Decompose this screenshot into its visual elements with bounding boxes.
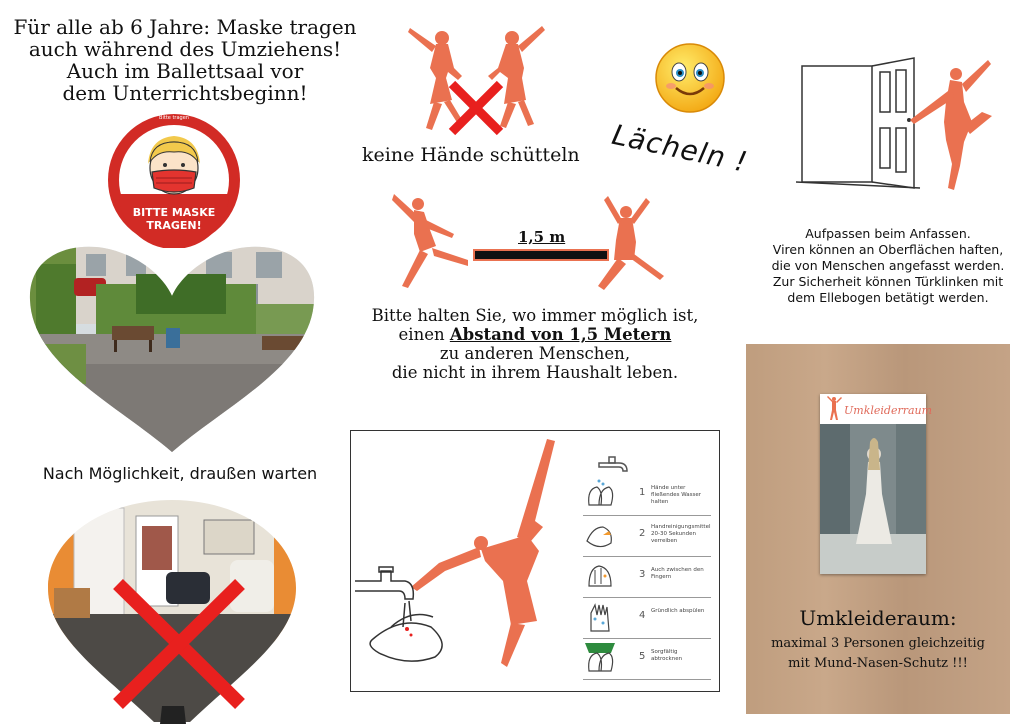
mask-notice-line: dem Unterrichtsbeginn! [62, 81, 308, 105]
smiley-icon [654, 42, 726, 114]
handwash-steps [583, 475, 711, 680]
distance-illustration [390, 190, 680, 300]
handwash-panel [350, 430, 720, 692]
step-number: 3 [639, 569, 646, 580]
hands-rinse-icon [583, 601, 617, 635]
mask-notice-line: auch während des Umziehens! [28, 37, 342, 61]
lounge-oval-photo [44, 498, 300, 724]
mask-notice-line: Für alle ab 6 Jahre: Maske tragen [13, 15, 357, 39]
handwash-step [583, 516, 711, 557]
locker-title: Umkleideraum: [799, 606, 957, 630]
step-text: Gründlich abspülen [651, 608, 705, 614]
no-handshake-illustration [400, 20, 550, 140]
mask-notice-line: Auch im Ballettsaal vor [66, 59, 304, 83]
mask-notice [10, 16, 360, 104]
handwash-step [583, 639, 711, 680]
poster-dancer-icon [826, 396, 842, 422]
door-text: Aufpassen beim Anfassen. Viren können an Oberflächen haften, die von Menschen angefasst werden. Zur Sicherheit können Türklinken mit dem Ellebogen betätigt werden. [771, 226, 1005, 305]
no-handshake-caption: keine Hände schütteln [362, 144, 580, 166]
faucet-icon [595, 453, 631, 475]
handwash-step [583, 475, 711, 516]
distance-text: Bitte halten Sie, wo immer möglich ist, einen Abstand von 1,5 Metern zu anderen Menschen, die nicht in ihrem Haushalt leben. [371, 306, 699, 382]
step-number: 1 [639, 487, 646, 498]
hands-fingers-icon [583, 560, 617, 594]
step-number: 2 [639, 528, 646, 539]
distance-label: 1,5 m [518, 228, 566, 246]
badge-text: BITTE MASKE TRAGEN! [132, 206, 216, 232]
handwash-dancer-illustration [351, 431, 581, 689]
courtyard-heart-photo [26, 244, 318, 454]
door-illustration [796, 56, 996, 196]
hands-soap-icon [583, 519, 617, 553]
outside-caption: Nach Möglichkeit, draußen warten [42, 464, 318, 483]
poster-photo [820, 424, 926, 574]
handwash-step [583, 598, 711, 639]
locker-poster [820, 394, 933, 574]
hands-dry-icon [583, 641, 617, 675]
step-text: Auch zwischen den Fingern [651, 567, 704, 580]
step-text: Handreinigungsmittel 20-30 Sekunden verreiben [651, 524, 711, 544]
smile-text: Lächeln ! [609, 118, 751, 179]
step-number: 4 [639, 610, 646, 621]
mask-badge [106, 112, 242, 248]
step-number: 5 [639, 651, 646, 662]
badge-small-text: Bitte tragen [159, 115, 189, 121]
step-text: Sorgfältig abtrocknen [651, 649, 683, 662]
handwash-step [583, 557, 711, 598]
poster-title: Umkleiderraum [844, 404, 933, 417]
hands-water-icon [583, 477, 617, 511]
locker-text: maximal 3 Personen gleichzeitig mit Mund-Nasen-Schutz !!! [771, 636, 985, 671]
step-text: Hände unter fließendes Wasser halten [651, 485, 702, 505]
locker-room-panel [746, 344, 1010, 714]
